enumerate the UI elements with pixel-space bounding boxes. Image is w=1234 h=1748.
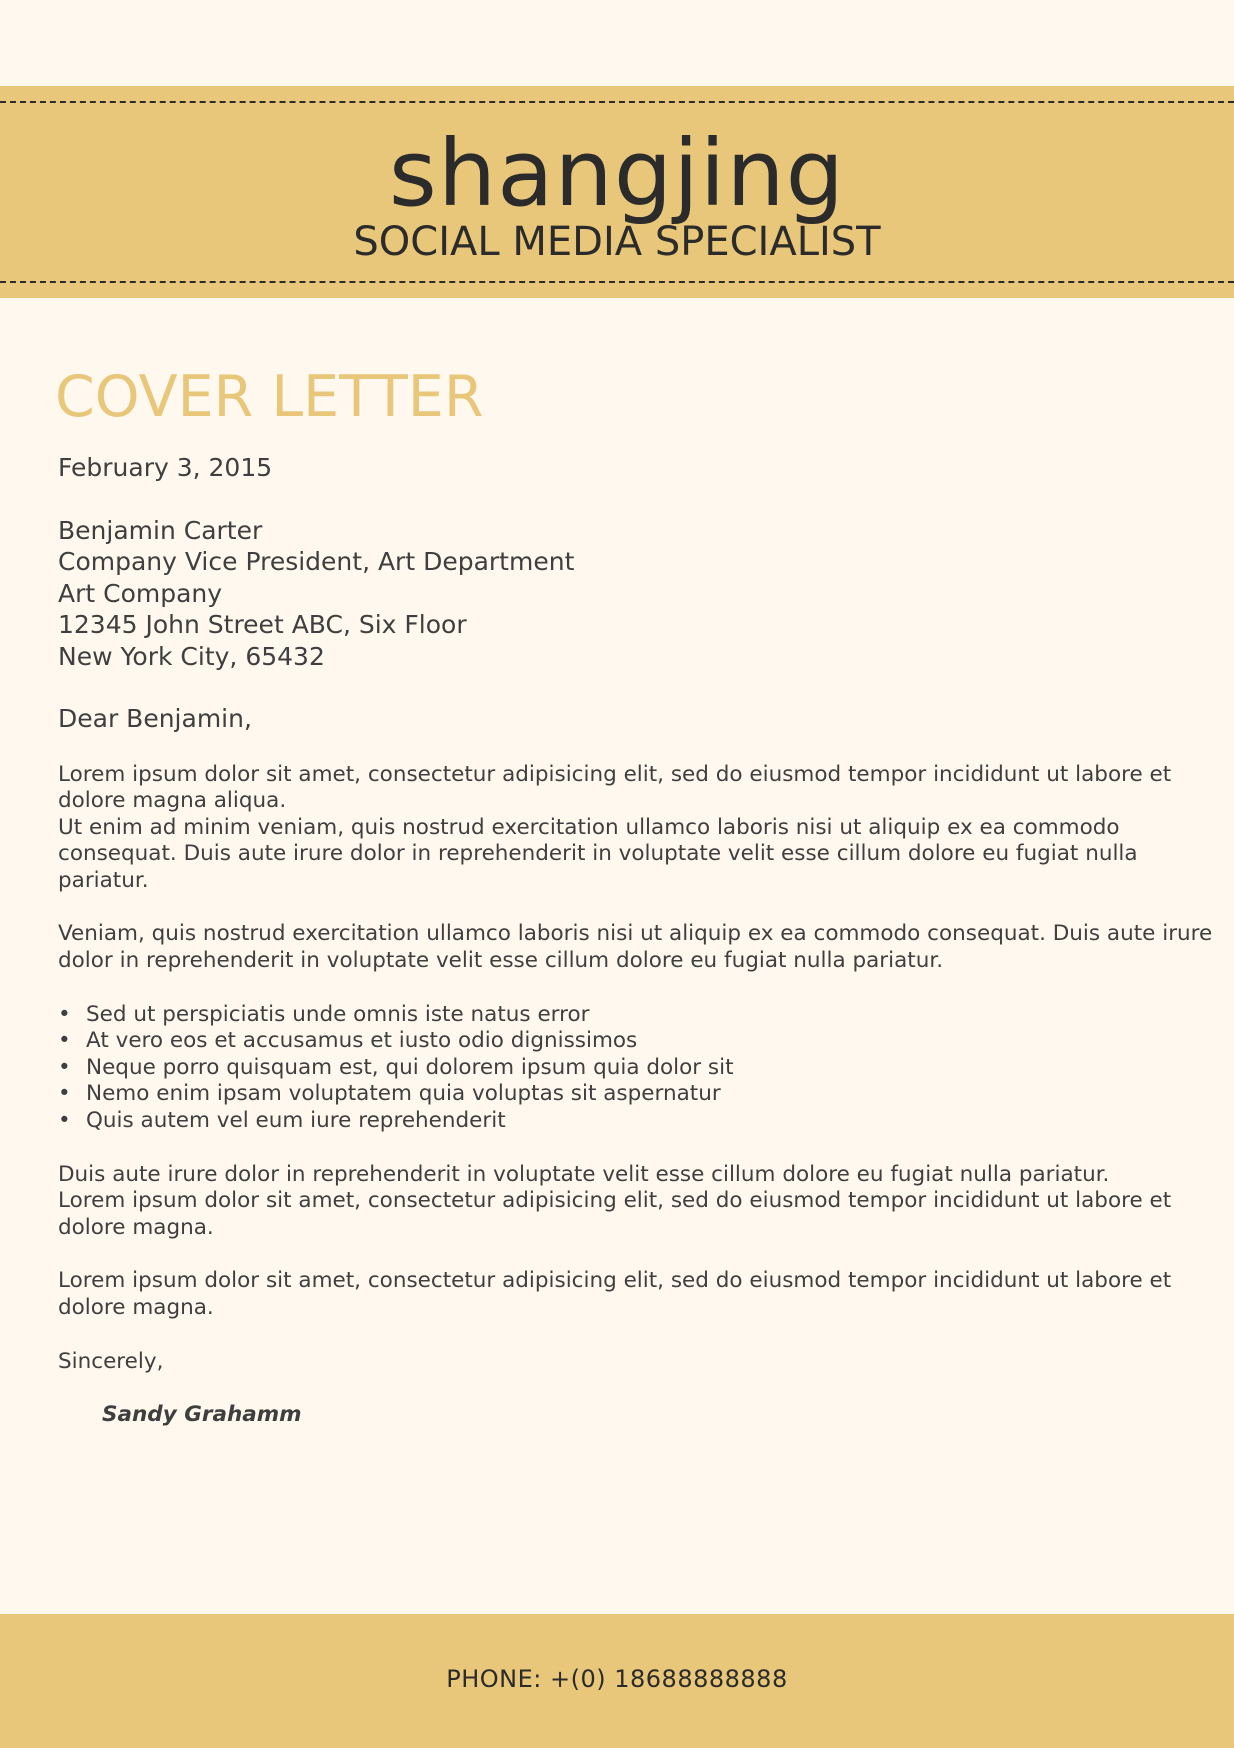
- footer-band: [0, 1614, 1234, 1748]
- list-item: [58, 1028, 1218, 1055]
- header-band: [0, 86, 1234, 298]
- bullet-list: [58, 1002, 1218, 1135]
- paragraph-3-line-2: Lorem ipsum dolor sit amet, consectetur adipisicing elit, sed do eiusmod tempor incididunt ut labore et dolore magna.: [58, 1188, 1172, 1240]
- salutation: Dear Benjamin,: [58, 704, 252, 733]
- letter-body: [58, 452, 1218, 1429]
- bullet-icon: •: [58, 1054, 71, 1080]
- header-bottom-dashed-divider: [0, 281, 1234, 283]
- list-item: [58, 1108, 1218, 1135]
- list-item-text: Sed ut perspiciatis unde omnis iste natus error: [86, 1001, 590, 1027]
- closing: Sincerely,: [58, 1348, 164, 1374]
- recipient-name: Benjamin Carter: [58, 515, 263, 545]
- recipient-position: Company Vice President, Art Department: [58, 547, 575, 576]
- bullet-icon: •: [58, 1108, 71, 1134]
- recipient-street: 12345 John Street ABC, Six Floor: [58, 610, 467, 639]
- bullet-icon: •: [58, 1081, 71, 1107]
- list-item-text: Nemo enim ipsam voluptatem quia voluptas sit aspernatur: [86, 1081, 721, 1107]
- paragraph-4: Lorem ipsum dolor sit amet, consectetur adipisicing elit, sed do eiusmod tempor incididunt ut labore et dolore magna.: [58, 1268, 1172, 1320]
- paragraph-1-line-2: Ut enim ad minim veniam, quis nostrud exercitation ullamco laboris nisi ut aliquip ex ea commodo consequat. Duis aute irure dolor in reprehenderit in voluptate velit esse cillum dolore eu fugiat nulla pariatur.: [58, 814, 1138, 893]
- recipient-city: New York City, 65432: [58, 641, 325, 671]
- signature: Sandy Grahamm: [102, 1402, 302, 1428]
- section-heading: COVER LETTER: [55, 364, 484, 430]
- paragraph-1-line-1: Lorem ipsum dolor sit amet, consectetur adipisicing elit, sed do eiusmod tempor incididunt ut labore et dolore magna aliqua.: [58, 761, 1172, 814]
- phone-number: PHONE: +(0) 18688888888: [446, 1665, 788, 1693]
- paragraph-1: [58, 762, 1218, 895]
- bullet-icon: •: [58, 1001, 71, 1027]
- job-title: SOCIAL MEDIA SPECIALIST: [353, 219, 881, 265]
- list-item-text: Quis autem vel eum iure reprehenderit: [86, 1108, 506, 1134]
- list-item: [58, 1081, 1218, 1108]
- paragraph-2: Veniam, quis nostrud exercitation ullamco laboris nisi ut aliquip ex ea commodo consequat. Duis aute irure dolor in reprehenderit in voluptate velit esse cillum dolore eu fugiat nulla pariatur.: [58, 921, 1213, 974]
- recipient-company: Art Company: [58, 578, 223, 608]
- recipient-block: [58, 515, 1218, 673]
- header-top-dashed-divider: [0, 101, 1234, 103]
- list-item-text: Neque porro quisquam est, qui dolorem ipsum quia dolor sit: [86, 1054, 734, 1080]
- list-item: [58, 1055, 1218, 1082]
- bullet-icon: •: [58, 1028, 71, 1054]
- paragraph-3: [58, 1162, 1218, 1242]
- applicant-name: shangjing: [388, 120, 846, 227]
- list-item: [58, 1002, 1218, 1029]
- list-item-text: At vero eos et accusamus et iusto odio dignissimos: [86, 1028, 638, 1054]
- letter-date: February 3, 2015: [58, 453, 273, 482]
- paragraph-3-line-1: Duis aute irure dolor in reprehenderit in voluptate velit esse cillum dolore eu fugiat nulla pariatur.: [58, 1161, 1110, 1187]
